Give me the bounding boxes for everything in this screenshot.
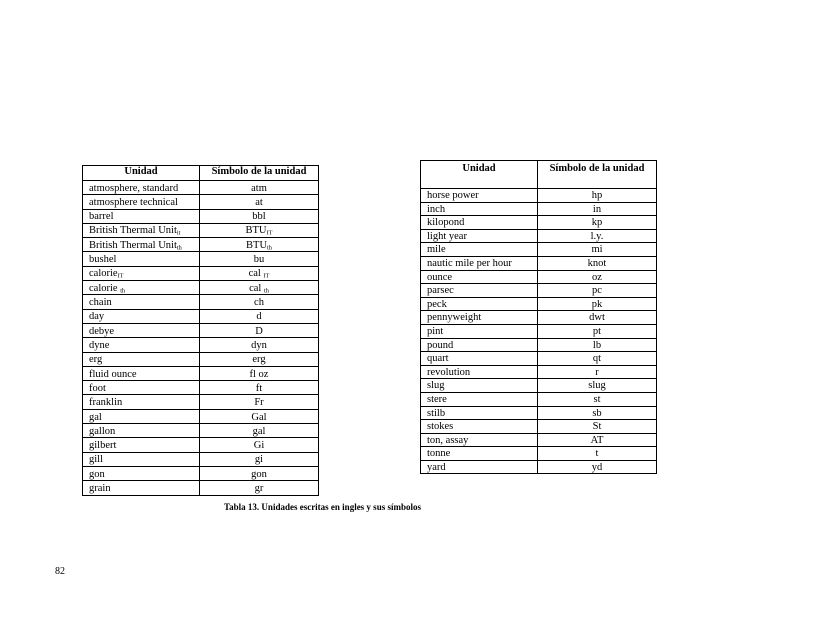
symbol-cell: $BTU_{IT}$ [200,223,319,237]
unit-cell: stilb [421,406,538,420]
table-row [83,252,319,266]
unit-cell: debye [83,323,200,337]
units-table-right [420,160,657,474]
table-row [421,379,657,393]
symbol-cell: atm [200,181,319,195]
symbol-cell: t [538,447,657,461]
table-row [421,311,657,325]
symbol-cell: St [538,420,657,434]
unit-cell: calorie $_{th}$ [83,281,200,295]
unit-cell: British Thermal Unit$_{it}$ [83,223,200,237]
table-row [421,338,657,352]
table-row [421,189,657,203]
unit-cell: inch [421,202,538,216]
header-unit: Unidad [83,166,200,181]
table-row [421,406,657,420]
unit-cell: stokes [421,420,538,434]
table-row [83,338,319,352]
table-row [421,202,657,216]
symbol-cell: gal [200,424,319,438]
table-row [421,256,657,270]
table-header-row [421,161,657,189]
symbol-cell: kp [538,216,657,230]
unit-cell: fluid ounce [83,366,200,380]
table-row [83,266,319,280]
unit-cell: day [83,309,200,323]
unit-cell: tonne [421,447,538,461]
table-row [83,438,319,452]
table-row [83,381,319,395]
table-row [83,323,319,337]
table-row [421,392,657,406]
symbol-cell: cal $_{IT}$ [200,266,319,280]
unit-cell: stere [421,392,538,406]
table-row [83,466,319,480]
unit-cell: dyne [83,338,200,352]
table-row [83,352,319,366]
unit-cell: pound [421,338,538,352]
symbol-cell: Fr [200,395,319,409]
unit-cell: mile [421,243,538,257]
unit-cell: gal [83,409,200,423]
unit-cell: yard [421,460,538,474]
unit-cell: peck [421,297,538,311]
unit-cell: atmosphere technical [83,195,200,209]
symbol-cell: dyn [200,338,319,352]
symbol-cell: erg [200,352,319,366]
unit-cell: chain [83,295,200,309]
page-number: 82 [55,566,65,577]
unit-cell: quart [421,352,538,366]
table-row [83,223,319,237]
symbol-cell: Gi [200,438,319,452]
symbol-cell: qt [538,352,657,366]
unit-cell: erg [83,352,200,366]
symbol-cell: in [538,202,657,216]
header-symbol: Símbolo de la unidad [538,161,657,189]
unit-cell: ounce [421,270,538,284]
symbol-cell: at [200,195,319,209]
unit-cell: franklin [83,395,200,409]
table-row [83,366,319,380]
units-table-left [82,165,319,496]
unit-cell: atmosphere, standard [83,181,200,195]
symbol-cell: oz [538,270,657,284]
symbol-cell: dwt [538,311,657,325]
symbol-cell: bbl [200,209,319,223]
unit-cell: foot [83,381,200,395]
table-row [421,229,657,243]
symbol-cell: r [538,365,657,379]
symbol-cell: yd [538,460,657,474]
table-row [83,181,319,195]
table-row [421,365,657,379]
symbol-cell: pt [538,324,657,338]
symbol-cell: mi [538,243,657,257]
table-body [83,181,319,496]
unit-cell: slug [421,379,538,393]
symbol-cell: sb [538,406,657,420]
unit-cell: British Thermal Unit$_{th}$ [83,238,200,252]
table-row [83,309,319,323]
header-symbol: Símbolo de la unidad [200,166,319,181]
table-row [421,324,657,338]
table-row [421,460,657,474]
unit-cell: nautic mile per hour [421,256,538,270]
table-row [421,297,657,311]
table-row [83,295,319,309]
table-row [421,243,657,257]
table-caption: Tabla 13. Unidades escritas en ingles y sus símbolos [224,502,421,512]
unit-cell: pint [421,324,538,338]
table-row [83,209,319,223]
symbol-cell: l.y. [538,229,657,243]
symbol-cell: Gal [200,409,319,423]
table-header-row [83,166,319,181]
symbol-cell: lb [538,338,657,352]
unit-cell: gon [83,466,200,480]
table-row [83,238,319,252]
symbol-cell: $BTU_{th}$ [200,238,319,252]
symbol-cell: gon [200,466,319,480]
symbol-cell: AT [538,433,657,447]
unit-cell: parsec [421,284,538,298]
header-unit: Unidad [421,161,538,189]
unit-cell: calorie$_{IT}$ [83,266,200,280]
symbol-cell: hp [538,189,657,203]
table-row [421,447,657,461]
symbol-cell: cal $_{th}$ [200,281,319,295]
table-row [83,481,319,495]
symbol-cell: gi [200,452,319,466]
table-row [83,395,319,409]
unit-cell: bushel [83,252,200,266]
table-row [421,352,657,366]
symbol-cell: bu [200,252,319,266]
symbol-cell: st [538,392,657,406]
symbol-cell: gr [200,481,319,495]
symbol-cell: fl oz [200,366,319,380]
table-row [421,216,657,230]
unit-cell: gallon [83,424,200,438]
table-row [421,270,657,284]
unit-cell: gill [83,452,200,466]
unit-cell: ton, assay [421,433,538,447]
unit-cell: light year [421,229,538,243]
symbol-cell: ft [200,381,319,395]
table-row [83,452,319,466]
unit-cell: horse power [421,189,538,203]
table-row [421,420,657,434]
symbol-cell: d [200,309,319,323]
unit-cell: barrel [83,209,200,223]
table-row [83,195,319,209]
symbol-cell: pc [538,284,657,298]
symbol-cell: pk [538,297,657,311]
symbol-cell: ch [200,295,319,309]
table-row [83,281,319,295]
unit-cell: revolution [421,365,538,379]
unit-cell: pennyweight [421,311,538,325]
unit-cell: grain [83,481,200,495]
symbol-cell: knot [538,256,657,270]
table-row [83,409,319,423]
symbol-cell: D [200,323,319,337]
table-row [421,433,657,447]
unit-cell: gilbert [83,438,200,452]
symbol-cell: slug [538,379,657,393]
table-row [421,284,657,298]
table-body [421,189,657,474]
unit-cell: kilopond [421,216,538,230]
table-row [83,424,319,438]
